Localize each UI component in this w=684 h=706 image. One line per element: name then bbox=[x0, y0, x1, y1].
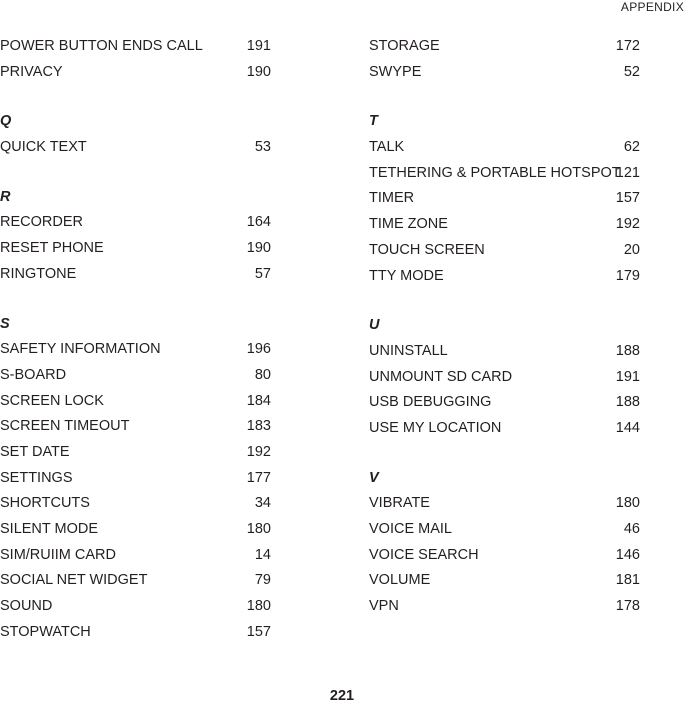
index-term: POWER BUTTON ENDS CALL bbox=[0, 38, 203, 54]
index-page-ref: 191 bbox=[246, 38, 271, 54]
index-term: PRIVACY bbox=[0, 63, 63, 80]
index-entry bbox=[369, 543, 640, 569]
index-entry bbox=[0, 440, 271, 466]
index-letter-heading: T bbox=[369, 113, 378, 130]
section-gap bbox=[0, 161, 271, 185]
index-term: VOICE SEARCH bbox=[369, 546, 479, 563]
index-page-ref: 144 bbox=[615, 419, 640, 436]
index-entry bbox=[369, 517, 640, 543]
index-entry bbox=[0, 594, 271, 620]
index-letter-heading: U bbox=[369, 317, 380, 334]
index-page-ref: 184 bbox=[246, 392, 271, 409]
index-term: QUICK TEXT bbox=[0, 139, 87, 156]
index-entry bbox=[369, 390, 640, 416]
index-letter-heading: S bbox=[0, 315, 10, 332]
index-page-ref: 190 bbox=[246, 63, 271, 80]
index-page-ref: 157 bbox=[615, 190, 640, 207]
index-entry bbox=[0, 236, 271, 262]
index-entry bbox=[369, 339, 640, 365]
index-page-ref: 178 bbox=[615, 598, 640, 615]
index-page-ref: 52 bbox=[623, 63, 640, 80]
index-page-ref: 34 bbox=[254, 495, 271, 512]
index-term: USB DEBUGGING bbox=[369, 394, 492, 411]
index-page-ref: 177 bbox=[246, 469, 271, 486]
index-page-ref: 180 bbox=[615, 495, 640, 512]
index-term: TALK bbox=[369, 139, 405, 156]
index-entry bbox=[0, 389, 271, 415]
index-term: STORAGE bbox=[369, 38, 440, 54]
index-term: UNINSTALL bbox=[369, 342, 448, 359]
index-entry bbox=[369, 264, 640, 290]
index-entry bbox=[0, 363, 271, 389]
index-entry bbox=[0, 414, 271, 440]
index-term: SWYPE bbox=[369, 63, 422, 80]
index-entry bbox=[0, 568, 271, 594]
index-page-ref: 46 bbox=[623, 521, 640, 537]
index-term: VOLUME bbox=[369, 572, 431, 589]
index-term: VIBRATE bbox=[369, 495, 430, 512]
index-entry bbox=[0, 60, 271, 86]
index-page-ref: 183 bbox=[246, 418, 271, 435]
index-entry bbox=[369, 186, 640, 212]
index-page-ref: 188 bbox=[615, 394, 640, 411]
section-gap bbox=[0, 85, 271, 109]
section-header: APPENDIX bbox=[620, 0, 684, 14]
index-page-ref: 179 bbox=[615, 267, 640, 284]
index-page-ref: 157 bbox=[246, 623, 271, 640]
index-page-ref: 192 bbox=[246, 443, 271, 460]
index-entry bbox=[369, 34, 640, 60]
index-page-ref: 20 bbox=[623, 241, 640, 258]
index-page-ref: 164 bbox=[246, 214, 271, 231]
index-page-ref: 190 bbox=[246, 240, 271, 257]
index-page-ref: 188 bbox=[615, 342, 640, 359]
section-gap bbox=[369, 442, 640, 466]
index-entry bbox=[0, 543, 271, 569]
index-term: SAFETY INFORMATION bbox=[0, 341, 161, 358]
index-page-ref: 62 bbox=[623, 139, 640, 156]
index-entry bbox=[0, 34, 271, 60]
index-entry bbox=[0, 491, 271, 517]
index-page-ref: 53 bbox=[254, 139, 271, 156]
index-term: TIME ZONE bbox=[369, 216, 448, 233]
index-entry bbox=[369, 416, 640, 442]
index-page-ref: 80 bbox=[254, 366, 271, 383]
index-term: SETTINGS bbox=[0, 469, 73, 486]
index-term: SHORTCUTS bbox=[0, 495, 90, 512]
index-term: USE MY LOCATION bbox=[369, 419, 502, 436]
index-entry bbox=[0, 210, 271, 236]
index-entry bbox=[0, 337, 271, 363]
index-page-ref: 79 bbox=[254, 572, 271, 589]
section-gap bbox=[0, 288, 271, 312]
index-term: TIMER bbox=[369, 190, 415, 207]
index-term: RINGTONE bbox=[0, 265, 77, 282]
index-term: TETHERING & PORTABLE HOTSPOT bbox=[369, 164, 621, 181]
index-entry bbox=[0, 262, 271, 288]
index-page-ref: 121 bbox=[615, 164, 640, 181]
index-page-ref: 196 bbox=[246, 341, 271, 358]
index-entry bbox=[369, 238, 640, 264]
index-entry bbox=[369, 491, 640, 517]
index-letter-heading: Q bbox=[0, 113, 12, 130]
index-term: RESET PHONE bbox=[0, 240, 104, 257]
index-term: SIM/RUIIM CARD bbox=[0, 546, 116, 563]
index-entry bbox=[369, 60, 640, 86]
index-entry bbox=[369, 594, 640, 620]
index-entry bbox=[0, 620, 271, 646]
index-letter-heading: V bbox=[369, 469, 379, 486]
page-number: 221 bbox=[329, 688, 355, 704]
index-term: SET DATE bbox=[0, 443, 70, 460]
index-term: VPN bbox=[369, 598, 399, 615]
index-page-ref: 181 bbox=[615, 572, 640, 589]
index-page-ref: 14 bbox=[254, 546, 271, 563]
index-page-ref: 172 bbox=[615, 38, 640, 54]
index-entry bbox=[0, 517, 271, 543]
index-term: TOUCH SCREEN bbox=[369, 241, 485, 258]
index-term: S-BOARD bbox=[0, 366, 67, 383]
index-term: UNMOUNT SD CARD bbox=[369, 368, 513, 385]
index-page-ref: 180 bbox=[246, 598, 271, 615]
index-entry bbox=[0, 466, 271, 492]
index-page-ref: 180 bbox=[246, 521, 271, 537]
index-column-right bbox=[369, 34, 640, 620]
index-term: STOPWATCH bbox=[0, 623, 91, 640]
index-term: SCREEN TIMEOUT bbox=[0, 418, 130, 435]
index-entry bbox=[369, 161, 640, 187]
index-column-left bbox=[0, 34, 271, 645]
index-entry bbox=[369, 568, 640, 594]
index-term: SCREEN LOCK bbox=[0, 392, 104, 409]
index-term: SOUND bbox=[0, 598, 53, 615]
index-entry bbox=[0, 135, 271, 161]
index-term: SILENT MODE bbox=[0, 521, 99, 537]
index-entry bbox=[369, 135, 640, 161]
index-term: TTY MODE bbox=[369, 267, 444, 284]
index-page-ref: 146 bbox=[615, 546, 640, 563]
index-page-ref: 192 bbox=[615, 216, 640, 233]
index-term: VOICE MAIL bbox=[369, 521, 452, 537]
index-term: SOCIAL NET WIDGET bbox=[0, 572, 148, 589]
index-entry bbox=[369, 365, 640, 391]
index-entry bbox=[369, 212, 640, 238]
index-page-ref: 57 bbox=[254, 265, 271, 282]
section-gap bbox=[369, 85, 640, 109]
index-page-ref: 191 bbox=[615, 368, 640, 385]
section-gap bbox=[369, 289, 640, 313]
index-letter-heading: R bbox=[0, 188, 11, 205]
index-term: RECORDER bbox=[0, 214, 83, 231]
